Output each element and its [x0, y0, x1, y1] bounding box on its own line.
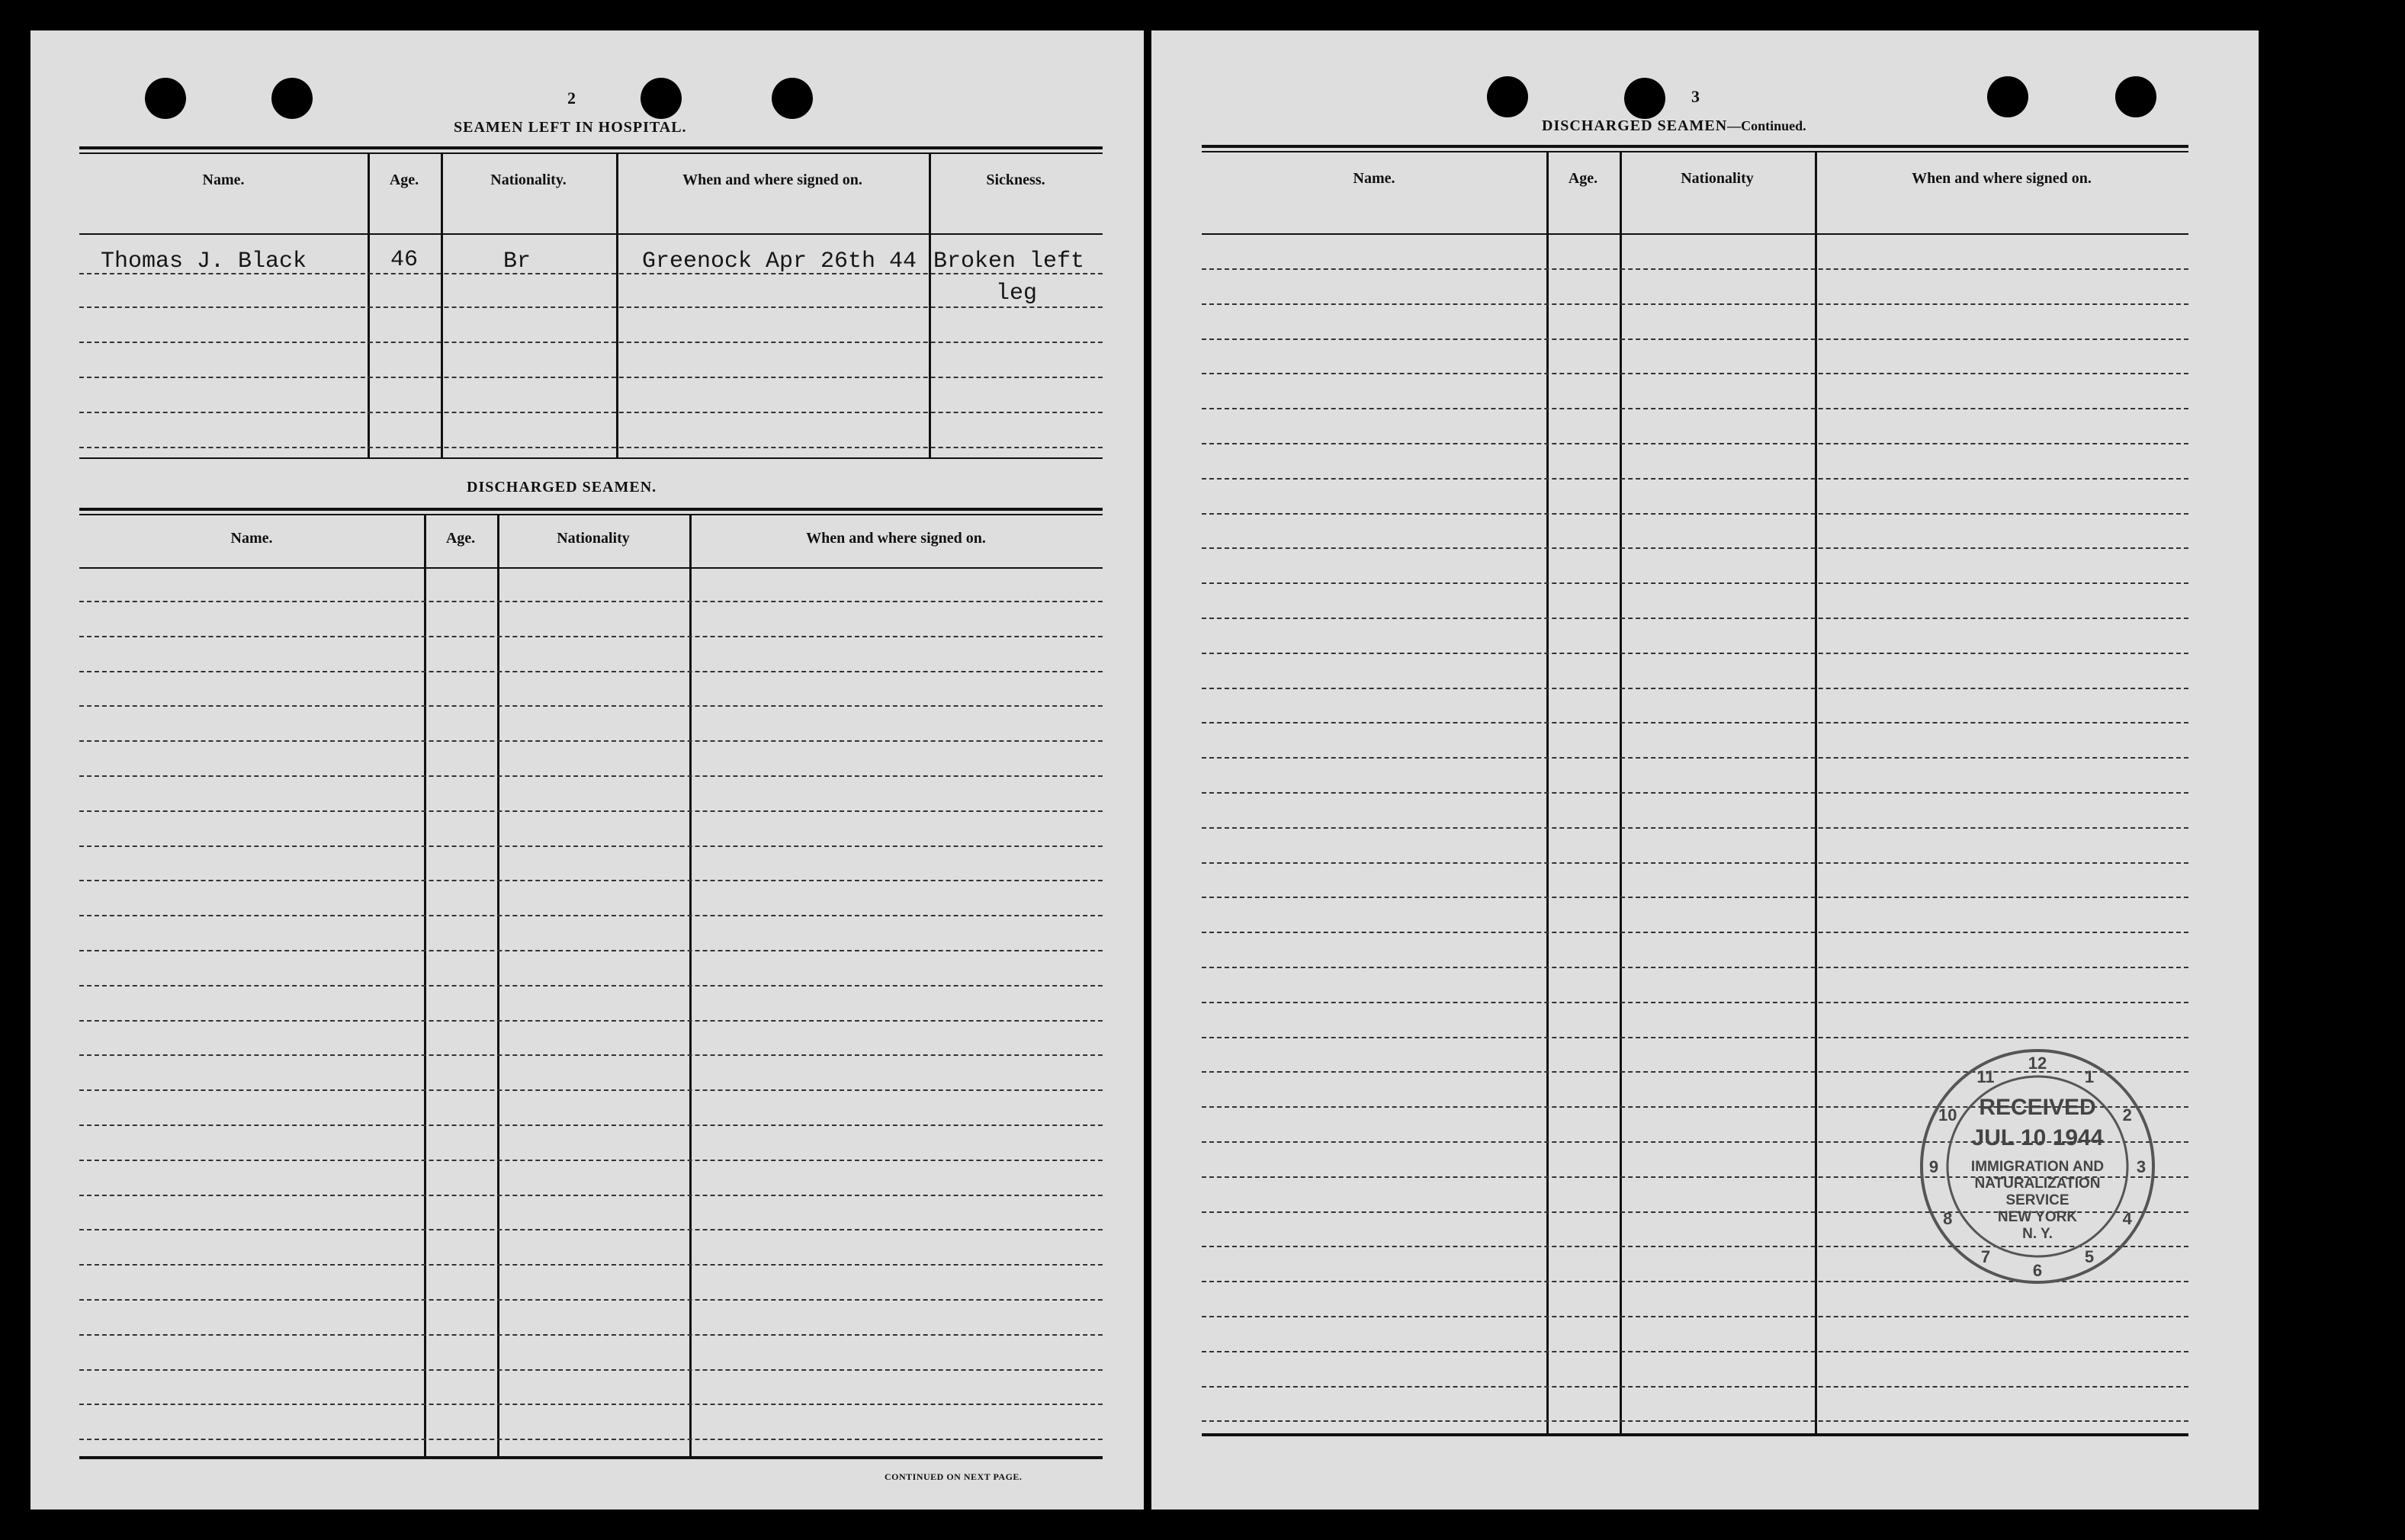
ruled-line: [1202, 722, 2188, 723]
ruled-line: [1202, 618, 2188, 619]
stamp-ring-number: 3: [2136, 1157, 2147, 1176]
ruled-line: [1202, 757, 2188, 759]
stamp-date: JUL 10 1944: [1971, 1125, 2104, 1150]
ruled-line: [1202, 1420, 2188, 1422]
received-stamp: [1915, 1044, 2159, 1288]
punch-hole: [1987, 76, 2028, 117]
punch-hole: [1487, 76, 1528, 117]
ruled-line: [1202, 443, 2188, 444]
column-header-nationality: Nationality.: [490, 172, 567, 188]
seaman-sickness: Broken left: [933, 249, 1085, 274]
ruled-line: [79, 705, 1103, 707]
ruled-line: [79, 671, 1103, 672]
page-number: 2: [567, 88, 576, 107]
ruled-line: [79, 1160, 1103, 1161]
stamp-ring-number: 4: [2122, 1209, 2132, 1228]
ruled-line: [79, 1089, 1103, 1091]
ruled-line: [79, 601, 1103, 602]
title-suffix: —Continued.: [1727, 118, 1806, 133]
ruled-line: [79, 950, 1103, 951]
ruled-line: [1202, 478, 2188, 480]
column-header-sickness: Sickness.: [986, 172, 1045, 188]
punch-hole: [145, 78, 186, 119]
ruled-line: [1202, 1002, 2188, 1003]
ruled-line: [79, 1439, 1103, 1440]
ruled-line: [79, 1229, 1103, 1230]
hospital-table: [79, 154, 1103, 457]
ruled-line: [79, 636, 1103, 637]
column-header-signed-on: When and where signed on.: [682, 172, 862, 188]
ruled-line: [1202, 1386, 2188, 1388]
ruled-line: [1202, 827, 2188, 829]
column-header-name: Name.: [230, 530, 273, 547]
ruled-line: [1202, 1037, 2188, 1038]
ruled-line: [1202, 653, 2188, 654]
column-header-nationality: Nationality: [557, 530, 630, 547]
ruled-line: [79, 1264, 1103, 1266]
stamp-line: IMMIGRATION AND: [1970, 1159, 2105, 1175]
seaman-sickness-continued: leg: [996, 281, 1038, 306]
ruled-line: [1202, 792, 2188, 794]
ruled-line: [1202, 862, 2188, 864]
punch-hole: [641, 78, 682, 119]
stamp-line: N. Y.: [2022, 1226, 2053, 1242]
column-header-nationality: Nationality: [1681, 170, 1754, 187]
column-header-age: Age.: [389, 172, 419, 188]
column-header-name: Name.: [202, 172, 245, 188]
punch-hole: [772, 78, 813, 119]
seaman-nationality: Br: [503, 249, 531, 274]
ruled-line: [1202, 547, 2188, 549]
ruled-line: [79, 1125, 1103, 1126]
ruled-line: [79, 915, 1103, 916]
discharged-section-title: DISCHARGED SEAMEN.: [467, 479, 657, 496]
punch-hole: [1624, 78, 1665, 119]
seaman-signed-on: Greenock Apr 26th 44: [642, 249, 917, 274]
ruled-line: [79, 740, 1103, 742]
stamp-received: RECEIVED: [1979, 1095, 2096, 1120]
right-page: [1151, 30, 2259, 1510]
ruled-line: [79, 1195, 1103, 1196]
stamp-graphic: [1915, 1044, 2159, 1288]
stamp-ring-number: 8: [1943, 1209, 1953, 1228]
ruled-line: [1202, 1316, 2188, 1317]
stamp-line: NATURALIZATION: [1974, 1176, 2101, 1192]
column-header-name: Name.: [1353, 170, 1395, 187]
seaman-name: Thomas J. Black: [101, 249, 307, 274]
stamp-ring-number: 12: [2028, 1054, 2047, 1073]
page-number: 3: [1691, 87, 1700, 106]
ruled-line: [79, 1020, 1103, 1022]
column-header-age: Age.: [1568, 170, 1598, 187]
stamp-ring-number: 5: [2084, 1246, 2095, 1266]
ruled-line: [79, 1369, 1103, 1371]
stamp-line: NEW YORK: [1997, 1209, 2078, 1225]
ruled-line: [1202, 967, 2188, 968]
punch-hole: [2115, 76, 2156, 117]
punch-hole: [271, 78, 313, 119]
stamp-ring-number: 9: [1928, 1157, 1939, 1176]
column-header-signed-on: When and where signed on.: [806, 530, 986, 547]
title-main: DISCHARGED SEAMEN: [1542, 117, 1728, 134]
ruled-line: [1202, 897, 2188, 898]
column-header-signed-on: When and where signed on.: [1912, 170, 2092, 187]
seaman-age: 46: [390, 247, 419, 273]
stamp-ring-number: 11: [1976, 1067, 1995, 1087]
ruled-line: [1202, 373, 2188, 374]
ruled-line: [79, 1054, 1103, 1056]
ruled-line: [1202, 513, 2188, 515]
stamp-ring-number: 2: [2122, 1105, 2132, 1125]
ruled-line: [1202, 932, 2188, 933]
discharged-continued-title: [1542, 117, 1806, 135]
ruled-line: [79, 880, 1103, 881]
stamp-ring-number: 7: [1980, 1246, 1991, 1266]
ruled-line: [1202, 303, 2188, 305]
ruled-line: [79, 985, 1103, 987]
discharged-table: [79, 515, 1103, 1456]
ruled-line: [79, 810, 1103, 812]
stamp-line: SERVICE: [2005, 1192, 2069, 1208]
ruled-line: [1202, 268, 2188, 270]
ruled-line: [79, 1299, 1103, 1301]
ruled-line: [79, 1334, 1103, 1336]
ruled-line: [79, 845, 1103, 847]
column-header-age: Age.: [445, 530, 476, 547]
ruled-line: [1202, 688, 2188, 689]
ruled-line: [1202, 338, 2188, 340]
ruled-line: [1202, 582, 2188, 584]
left-page: [31, 30, 1144, 1510]
hospital-section-title: SEAMEN LEFT IN HOSPITAL.: [454, 119, 687, 136]
stamp-ring-number: 6: [2032, 1261, 2043, 1280]
ruled-line: [79, 1404, 1103, 1405]
ruled-line: [1202, 408, 2188, 409]
continued-note: CONTINUED ON NEXT PAGE.: [885, 1471, 1023, 1482]
stamp-ring-number: 1: [2084, 1067, 2095, 1087]
ruled-line: [79, 775, 1103, 777]
stamp-ring-number: 10: [1938, 1105, 1957, 1125]
ruled-line: [1202, 1351, 2188, 1352]
